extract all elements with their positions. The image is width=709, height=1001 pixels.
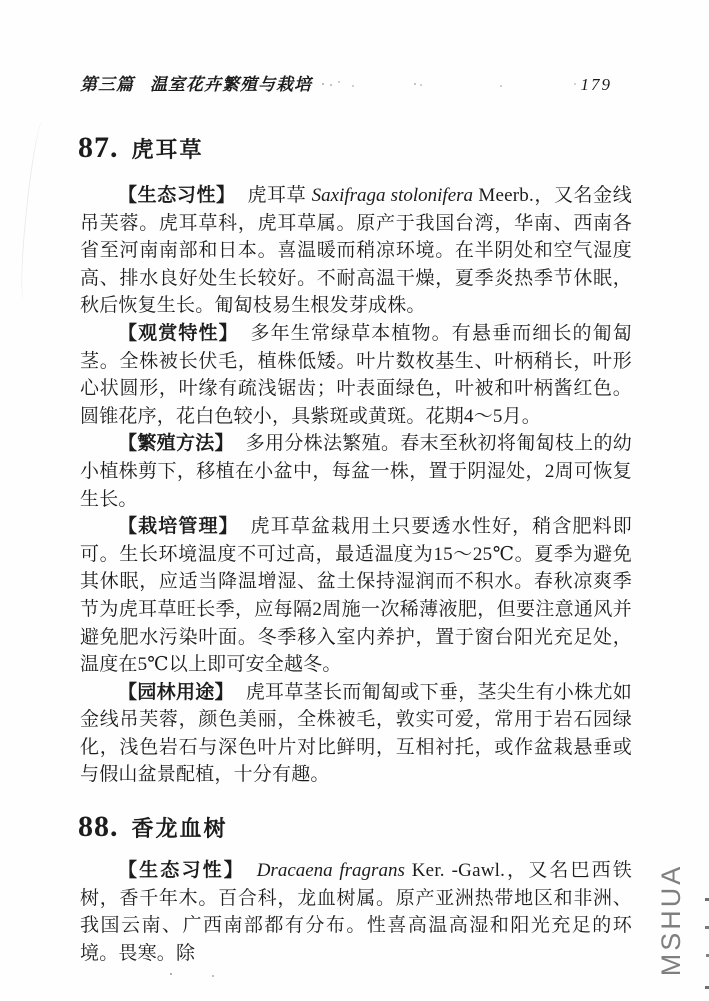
book-title: 温室花卉繁殖与栽培 [150, 75, 312, 94]
paragraph-label: 【生态习性】 [118, 185, 236, 206]
entry-heading [78, 131, 632, 165]
entry-heading [78, 810, 632, 844]
paragraph-label: 【园林用途】 [118, 681, 234, 703]
latin-species-name: Saxifraga stolonifera [311, 185, 474, 206]
entries [80, 131, 632, 967]
paragraph-label: 【生态习性】 [118, 860, 245, 882]
paragraph: 【观赏特性】 多年生常绿草本植物。有悬垂而细长的匍匐茎。全株被长伏毛，植株低矮。叶片数枚基生、叶柄稍长，叶形心状圆形，叶缘有疏浅锯齿；叶表面绿色，叶被和叶柄酱红色。圆锥花序，花白色较小，具紫斑或黄斑。花期4～5月。 [80, 322, 632, 427]
scan-speck [170, 973, 172, 975]
scan-smudge [17, 120, 51, 301]
species-entry [80, 131, 632, 789]
entry-paragraphs [80, 182, 632, 789]
entry-title: 香龙血树 [131, 816, 228, 842]
scan-dots [322, 83, 324, 85]
paragraph: 【繁殖方法】 多用分株法繁殖。春末至秋初将匍匐枝上的幼小植株剪下，移植在小盆中，每盆一株，置于阴湿处，2周可恢复生长。 [80, 433, 632, 510]
scan-speck [212, 975, 214, 977]
running-title [80, 70, 312, 95]
paragraph-label: 【繁殖方法】 [118, 433, 234, 455]
paragraph-label: 【栽培管理】 [118, 516, 239, 538]
paragraph: 【园林用途】 虎耳草茎长而匍匐或下垂，茎尖生有小株尤如金线吊芙蓉，颜色美丽，全株被毛，敦实可爱，常用于岩石园绿化，浅色岩石与深色叶片对比鲜明，互相衬托，或作盆栽悬垂或与假山盆景配植，十分有趣。 [80, 681, 632, 786]
paragraph: 【生态习性】 虎耳草 Saxifraga stolonifera Meerb.，又名金线吊芙蓉。虎耳草科，虎耳草属。原产于我国台湾，华南、西南各省至河南南部和日本。喜温暖而稍凉环境。在半阴处和空气湿度高、排水良好处生长较好。不耐高温干燥，夏季炎热季节休眠，秋后恢复生长。匍匐枝易生根发芽成株。 [80, 185, 632, 317]
latin-species-name: Dracaena fragrans [256, 860, 405, 882]
entry-number: 87. [78, 131, 119, 164]
entry-title: 虎耳草 [131, 137, 204, 162]
scan-edge-marks [705, 898, 709, 901]
entry-number: 88. [78, 810, 119, 844]
paragraph-label: 【观赏特性】 [118, 322, 239, 344]
species-entry [80, 810, 632, 967]
page-header [80, 70, 632, 94]
part-label: 第三篇 [80, 75, 134, 94]
page-number: 179 [580, 75, 612, 94]
paragraph: 【生态习性】 Dracaena fragrans Ker. -Gawl.，又名巴西铁树，香千年木。百合科，龙血树属。原产亚洲热带地区和非洲、我国云南、广西南部都有分布。性喜高温高湿和阳光充足的环境。畏寒。除 [80, 860, 633, 964]
page-content [80, 70, 632, 967]
paragraph: 【栽培管理】 虎耳草盆栽用土只要透水性好，稍含肥料即可。生长环境温度不可过高，最适温度为15～25℃。夏季为避免其休眠，应适当降温增湿、盆土保持湿润而不积水。春秋凉爽季节为虎耳草旺长季，应每隔2周施一次稀薄液肥，但要注意通风并避免肥水污染叶面。冬季移入室内养护，置于窗台阳光充足处，温度在5℃以上即可安全越冬。 [80, 516, 632, 676]
entry-paragraphs [80, 857, 632, 967]
watermark: MSHUA [656, 863, 686, 977]
